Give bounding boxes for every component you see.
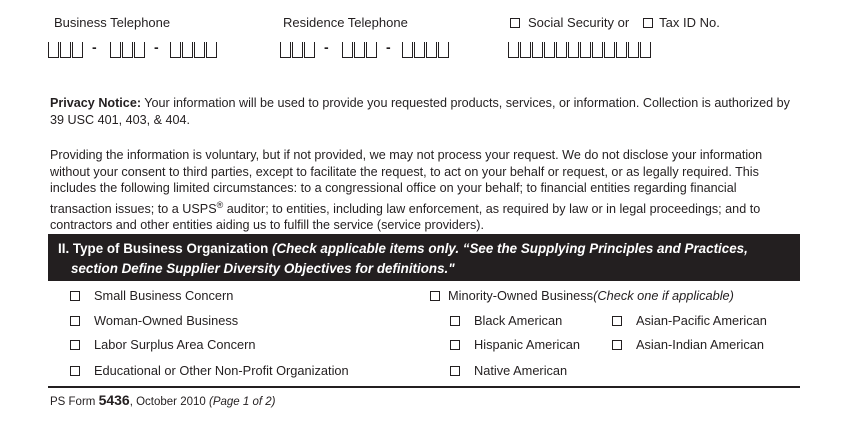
- asian-pacific-label: Asian-Pacific American: [636, 313, 767, 328]
- asian-indian-label: Asian-Indian American: [636, 337, 765, 352]
- ssn-checkbox[interactable]: [510, 18, 520, 28]
- woman-owned-label: Woman-Owned Business: [94, 313, 239, 328]
- ssn-label: Social Security or: [528, 15, 630, 30]
- option-educational[interactable]: [70, 363, 349, 378]
- residence-telephone-field[interactable]: [280, 39, 462, 58]
- hispanic-american-checkbox[interactable]: [450, 340, 460, 350]
- form-date: , October 2010: [129, 396, 209, 408]
- privacy-title-a: Privacy Not: [50, 96, 120, 110]
- privacy-title-b: i: [119, 96, 123, 110]
- minority-owned-label: Minority-Owned Business: [448, 288, 594, 303]
- privacy-disclosure: [50, 147, 790, 234]
- asian-pacific-checkbox[interactable]: [612, 316, 622, 326]
- privacy-notice: [50, 95, 790, 128]
- privacy-disclosure-b: auditor; to entities, including law enforcement, as required by law or in legal proceedings; and to contractors and other entities aiding us to fulfill the service (service providers).: [50, 201, 761, 233]
- native-american-label: Native American: [474, 363, 568, 378]
- phone-dash: -: [154, 39, 159, 55]
- privacy-disclosure-a: Providing the information is voluntary, but if not provided, we may not process your request. We do not disclose your information without your consent to third parties, except to facilitate the request, to act on your behalf or request, or as legally required. This includes the following limited circumstances: to a congressional office on your behalf; to financial entities regarding financial transaction issues; to a USPS: [50, 148, 763, 216]
- labor-surplus-checkbox[interactable]: [70, 340, 80, 350]
- phone-dash: -: [386, 39, 391, 55]
- educational-checkbox[interactable]: [70, 366, 80, 376]
- form-prefix: PS Form: [50, 396, 99, 408]
- option-hispanic-american[interactable]: [450, 337, 580, 352]
- section-ii-instructions: (Check applicable items only. “See the Supplying Principles and Practices,: [268, 241, 748, 256]
- small-business-checkbox[interactable]: [70, 291, 80, 301]
- taxid-checkbox[interactable]: [643, 18, 653, 28]
- business-telephone-label: Business Telephone: [54, 15, 171, 30]
- labor-surplus-label: Labor Surplus Area Concern: [94, 337, 256, 352]
- taxid-label: Tax ID No.: [659, 15, 720, 30]
- section-ii-title: II. Type of Business Organization: [58, 241, 269, 256]
- phone-dash: -: [324, 39, 329, 55]
- woman-owned-checkbox[interactable]: [70, 316, 80, 326]
- section-ii-banner: [48, 234, 800, 281]
- phone-dash: -: [92, 39, 97, 55]
- privacy-title-d: e:: [129, 96, 142, 110]
- section-ii-heading: [58, 239, 748, 279]
- registered-mark: ®: [216, 199, 224, 210]
- option-woman-owned[interactable]: [70, 313, 238, 328]
- small-business-label: Small Business Concern: [94, 288, 234, 303]
- asian-indian-checkbox[interactable]: [612, 340, 622, 350]
- educational-label: Educational or Other Non-Profit Organization: [94, 363, 349, 378]
- option-asian-pacific[interactable]: [612, 313, 767, 328]
- ssn-taxid-label-group: [510, 15, 720, 30]
- option-minority-owned[interactable]: [430, 288, 734, 303]
- black-american-label: Black American: [474, 313, 563, 328]
- form-page: (Page 1 of 2): [209, 396, 276, 408]
- ssn-taxid-field[interactable]: [508, 42, 658, 58]
- hispanic-american-label: Hispanic American: [474, 337, 580, 352]
- footer-rule: [48, 386, 800, 388]
- section-ii-instructions-line2: section Define Supplier Diversity Objectives for definitions.": [71, 261, 455, 276]
- form-footer: [50, 392, 275, 408]
- option-asian-indian[interactable]: [612, 337, 764, 352]
- option-labor-surplus[interactable]: [70, 337, 255, 352]
- minority-owned-checkbox[interactable]: [430, 291, 440, 301]
- privacy-title-c: c: [122, 96, 130, 110]
- privacy-body: Your information will be used to provide you requested products, services, or information. Collection is authorized by 39 USC 401, 403, & 404.: [50, 96, 790, 127]
- native-american-checkbox[interactable]: [450, 366, 460, 376]
- black-american-checkbox[interactable]: [450, 316, 460, 326]
- minority-owned-note: (Check one if applicable): [593, 288, 734, 303]
- residence-telephone-label: Residence Telephone: [283, 15, 408, 30]
- option-black-american[interactable]: [450, 313, 562, 328]
- option-small-business[interactable]: [70, 288, 233, 303]
- option-native-american[interactable]: [450, 363, 567, 378]
- form-number: 5436: [98, 392, 130, 408]
- business-telephone-field[interactable]: [48, 39, 230, 58]
